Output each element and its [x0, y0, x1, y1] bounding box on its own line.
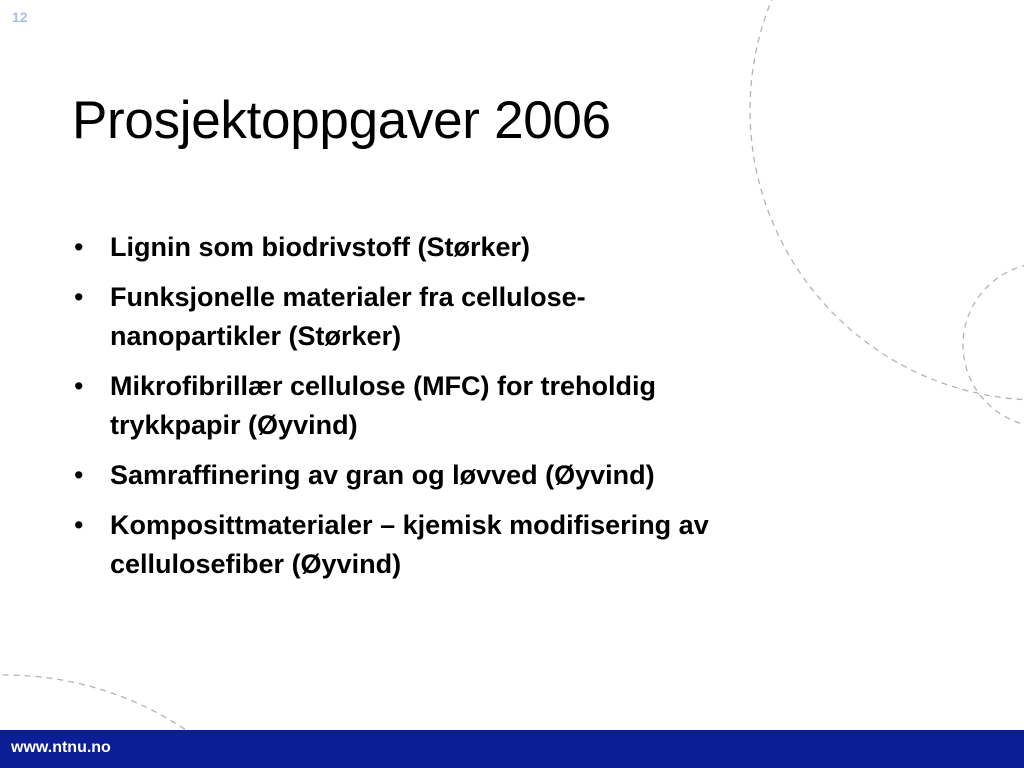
- footer-url-link[interactable]: www.ntnu.no: [11, 739, 111, 756]
- bullet-text: Komposittmaterialer – kjemisk modifisering av cellulosefiber (Øyvind): [110, 510, 709, 579]
- bullet-symbol: •: [74, 510, 84, 540]
- bullet-item: [72, 506, 952, 584]
- bullet-item: [72, 278, 952, 356]
- bullet-symbol: •: [74, 371, 84, 401]
- footer-bar: [0, 730, 1024, 768]
- bullet-item: [72, 456, 952, 495]
- bullet-list: [72, 228, 952, 595]
- bullet-item: [72, 367, 952, 445]
- decor-circle-small: [963, 263, 1024, 427]
- bullet-text: Samraffinering av gran og løvved (Øyvind): [110, 460, 655, 490]
- bullet-item: [72, 228, 952, 267]
- slide-title: Prosjektoppgaver 2006: [72, 91, 611, 150]
- page-number: 12: [12, 9, 28, 25]
- bullet-text: Lignin som biodrivstoff (Størker): [110, 232, 531, 262]
- bullet-text: Mikrofibrillær cellulose (MFC) for treholdig trykkpapir (Øyvind): [110, 371, 657, 440]
- bullet-symbol: •: [74, 232, 84, 262]
- bullet-symbol: •: [74, 282, 84, 312]
- bullet-text: Funksjonelle materialer fra cellulose- nanopartikler (Størker): [110, 282, 586, 351]
- bullet-symbol: •: [74, 460, 84, 490]
